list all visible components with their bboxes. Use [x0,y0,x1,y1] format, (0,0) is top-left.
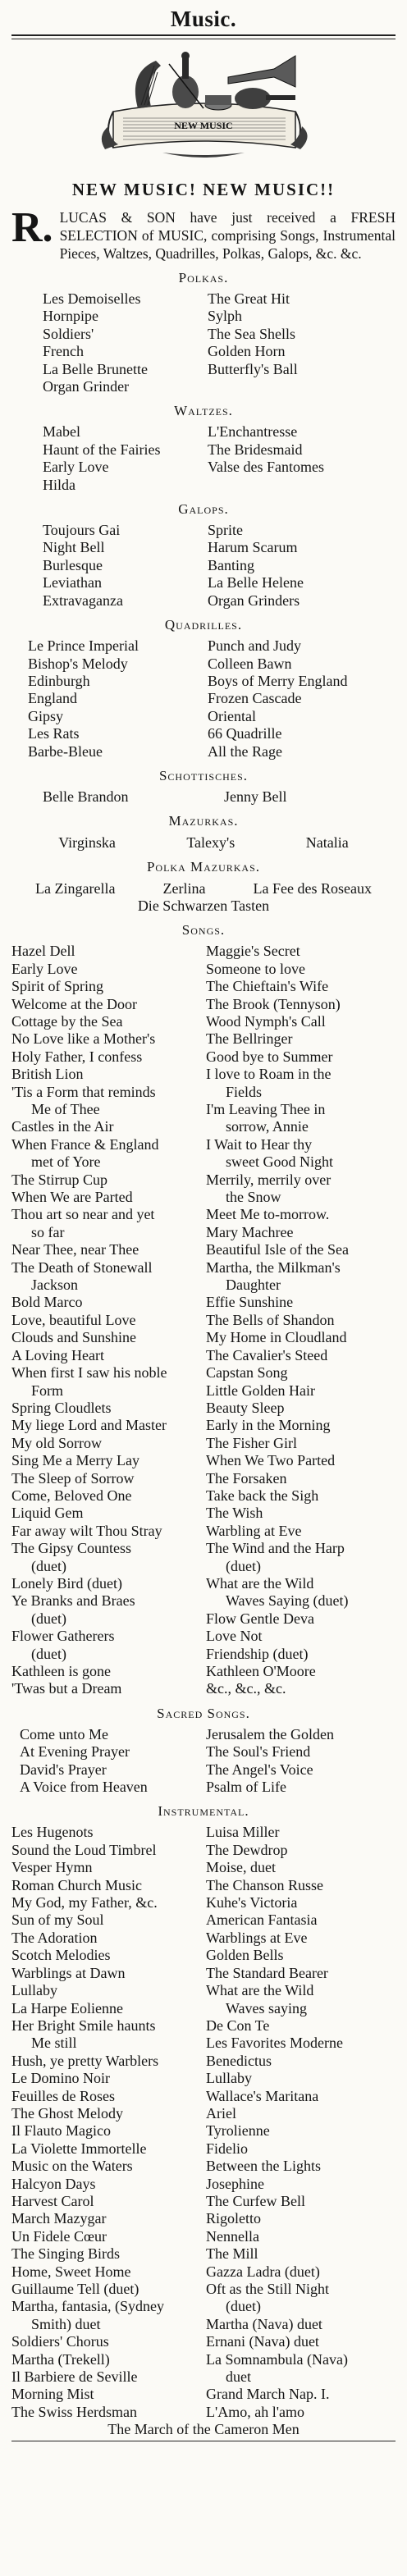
list-item: Harvest Carol [11,2192,94,2209]
list-item-continuation: duet [226,2368,251,2386]
list-item: Take back the Sigh [206,1487,319,1504]
list-item: La Violette Immortelle [11,2140,147,2157]
list-item: Castles in the Air [11,1118,114,1135]
polkas-right-column [208,290,396,395]
list-item: Golden Bells [206,1947,284,1964]
list-item: Jerusalem the Golden [206,1725,334,1742]
list-item: Le Domino Noir [11,2070,110,2087]
list-item: The Fisher Girl [206,1434,297,1451]
list-item: Hornpipe [43,308,98,325]
list-item: Ye Branks and Braes [11,1592,135,1610]
list-item: Martha, fantasia, (Sydney [11,2298,164,2315]
list-item: Holy Father, I confess [11,1048,143,1065]
list-item: Flow Gentle Deva [206,1610,314,1627]
mazurkas-list [23,834,384,852]
list-item: Flower Gatherers [11,1628,115,1645]
list-item: Liquid Gem [11,1505,84,1522]
list-item: Home, Sweet Home [11,2263,131,2280]
list-item: Soldiers' [43,325,94,342]
list-item: The Angel's Voice [206,1761,313,1778]
list-item: &c., &c., &c. [206,1680,286,1697]
list-item: March Mazygar [11,2210,107,2227]
galops-left-column [11,522,199,610]
list-item: I Wait to Hear thy [206,1135,313,1153]
list-item: Grand March Nap. I. [206,2386,330,2403]
list-item-continuation: Me of Thee [31,1101,100,1117]
list-item: Oft as the Still Night [206,2281,329,2297]
list-item: Harum Scarum [208,539,298,556]
list-item: Near Thee, near Thee [11,1241,139,1258]
list-item: Edinburgh [28,672,90,689]
list-item: Love, beautiful Love [11,1311,136,1328]
list-item: When first I saw his noble [11,1364,167,1382]
list-item: Organ Grinders [208,591,300,609]
list-item: A Voice from Heaven [20,1779,148,1796]
list-item: Soldiers' Chorus [11,2333,109,2350]
list-item: L'Enchantresse [208,423,298,441]
list-item: My old Sorrow [11,1434,103,1451]
list-item: Sun of my Soul [11,1911,104,1929]
footer-item: The March of the Cameron Men [107,2421,300,2438]
list-item: Kuhe's Victoria [206,1894,298,1911]
list-item: Kathleen is gone [11,1663,111,1679]
section-title-polka-mazurkas: Polka Mazurkas. [146,859,261,875]
list-item: The Death of Stonewall [11,1258,153,1276]
list-item: Love Not [206,1628,263,1645]
list-item: Warblings at Dawn [11,1964,126,1981]
list-item: Lullaby [206,2070,252,2087]
svg-text:NEW MUSIC: NEW MUSIC [174,120,233,131]
list-item: The Sea Shells [208,325,295,342]
list-item: The Stirrup Cup [11,1171,107,1188]
list-item: Music on the Waters [11,2158,133,2175]
list-item: American Fantasia [206,1911,318,1929]
list-item-continuation: (duet) [31,1610,66,1627]
list-item-continuation: Jackson [31,1277,78,1294]
list-item: England [28,690,77,707]
list-item: Butterfly's Ball [208,360,298,377]
list-item: Fidelio [206,2140,249,2157]
list-item: La Somnambula (Nava) [206,2350,348,2368]
galops-list [11,522,396,610]
list-item: The Great Hit [208,290,290,307]
list-item: Jenny Bell [224,788,287,805]
list-item: Haunt of the Fairies [43,441,161,458]
list-item: Come unto Me [20,1725,108,1742]
list-item: Nennella [206,2227,259,2245]
list-item: L'Amo, ah l'amo [206,2403,304,2420]
title-rule [11,34,396,39]
list-item: Far away wilt Thou Stray [11,1522,162,1539]
list-item: Maggie's Secret [206,943,300,960]
list-item: The Chanson Russe [206,1876,323,1893]
list-item: The Standard Bearer [206,1964,328,1981]
list-item-continuation: sorrow, Annie [226,1118,309,1135]
sacred-songs-list [11,1726,396,1797]
list-item: Hazel Dell [11,943,75,960]
list-item: Morning Mist [11,2386,94,2403]
list-item: No Love like a Mother's [11,1030,156,1048]
list-item: The Gipsy Countess [11,1540,131,1557]
page-title: Music. [170,7,237,31]
list-item-continuation: Waves saying [226,1999,308,2016]
list-item: 'Twas but a Dream [11,1680,122,1697]
list-item-continuation: (duet) [226,2298,261,2315]
list-item: Martha, the Milkman's [206,1258,341,1276]
list-item: Night Bell [43,539,105,556]
list-item: The Wish [206,1505,263,1522]
list-item: Sound the Loud Timbrel [11,1841,157,1858]
list-item: Her Bright Smile haunts [11,2016,156,2034]
instrumental-list [11,1824,396,2421]
section-title-waltzes: Waltzes. [174,403,233,419]
list-item-continuation: Daughter [226,1277,281,1294]
list-item: Halcyon Days [11,2175,96,2192]
list-item: British Lion [11,1066,84,1083]
waltzes-left-column [11,423,199,494]
list-item: The Ghost Melody [11,2104,123,2122]
list-item: Beautiful Isle of the Sea [206,1241,349,1258]
list-item: Banting [208,556,254,573]
list-item: French [43,343,84,360]
list-item: Wood Nymph's Call [206,1012,326,1030]
list-item: Colleen Bawn [208,655,292,672]
music-instruments-icon [80,48,327,171]
list-item: Sylph [208,308,243,325]
list-item: Friendship (duet) [206,1645,309,1662]
sacred-left-column [11,1726,201,1797]
list-item: The Sleep of Sorrow [11,1469,135,1487]
headline: NEW MUSIC! NEW MUSIC!! [71,180,336,199]
polka-mazurka-item: Die Schwarzen Tasten [137,897,270,915]
list-item: Martha (Nava) duet [206,2315,322,2332]
list-item: David's Prayer [20,1761,107,1778]
list-item: The Bellringer [206,1030,293,1048]
polkas-list [11,290,396,395]
waltzes-right-column [208,423,396,494]
mazurka-item: Virginska [58,834,116,852]
list-item: Frozen Cascade [208,690,302,707]
list-item: Warblings at Eve [206,1929,308,1946]
section-title-sacred-songs: Sacred Songs. [157,1705,250,1721]
list-item: Le Prince Imperial [28,637,139,655]
list-item: What are the Wild [206,1982,314,1999]
list-item: Ariel [206,2104,236,2122]
list-item: Benedictus [206,2052,272,2069]
drop-cap: R. [11,204,53,251]
list-item: My liege Lord and Master [11,1417,167,1434]
list-item: Good bye to Summer [206,1048,333,1065]
list-item: When We Two Parted [206,1452,336,1469]
list-item: Meet Me to-morrow. [206,1206,330,1223]
list-item: Il Barbiere de Seville [11,2368,138,2386]
list-item: The Curfew Bell [206,2192,305,2209]
instrumental-right-column [206,1824,396,2421]
list-item-continuation: Fields [226,1083,263,1100]
list-item: Kathleen O'Moore [206,1663,316,1679]
list-item: The Wind and the Harp [206,1540,345,1557]
list-item: Little Golden Hair [206,1382,315,1399]
list-item: Gipsy [28,707,64,724]
list-item: Hilda [43,476,75,493]
songs-left-column [11,943,201,1697]
list-item: The Soul's Friend [206,1743,311,1761]
intro-paragraph [11,204,396,263]
list-item: The Singing Birds [11,2245,121,2263]
list-item-continuation: met of Yore [31,1153,101,1171]
list-item: Barbe-Bleue [28,742,103,760]
list-item-continuation: sweet Good Night [226,1153,333,1171]
list-item: Hush, ye pretty Warblers [11,2052,159,2069]
list-item: Valse des Fantomes [208,459,324,476]
list-item: When We are Parted [11,1189,133,1206]
list-item: I love to Roam in the [206,1066,332,1083]
list-item: Spirit of Spring [11,978,104,995]
quadrilles-left-column [11,637,199,760]
list-item: Warbling at Eve [206,1522,302,1539]
list-item: The Mill [206,2245,258,2263]
list-item: The Brook (Tennyson) [206,995,341,1012]
list-item: Merrily, merrily over [206,1171,332,1188]
list-item: Cottage by the Sea [11,1012,123,1030]
list-item: Early Love [11,960,78,977]
list-item-continuation: Form [31,1382,64,1399]
section-title-mazurkas: Mazurkas. [168,813,239,829]
list-item: Early in the Morning [206,1417,331,1434]
list-item-continuation: so far [31,1223,65,1240]
list-item: The Dewdrop [206,1841,288,1858]
list-item: Feuilles de Roses [11,2087,115,2104]
list-item: 66 Quadrille [208,725,282,742]
section-title-galops: Galops. [178,501,229,518]
intro-text: LUCAS & SON have just received a FRESH SELECTION of MUSIC, comprising Songs, Instrumental Pieces, Waltzes, Quadrilles, Polkas, Galops, &c. &c. [59,209,396,262]
galops-right-column [208,522,396,610]
list-item: At Evening Prayer [20,1743,130,1761]
list-item: The Bells of Shandon [206,1311,335,1328]
list-item: Clouds and Sunshine [11,1329,137,1346]
list-item-continuation: (duet) [31,1557,66,1574]
section-title-instrumental: Instrumental. [158,1803,249,1820]
section-title-quadrilles: Quadrilles. [164,617,243,633]
list-item: The Swiss Herdsman [11,2403,137,2420]
list-item: Between the Lights [206,2158,321,2175]
list-item: Someone to love [206,960,305,977]
list-item: De Con Te [206,2016,270,2034]
list-item: Wallace's Maritana [206,2087,319,2104]
list-item: Thou art so near and yet [11,1206,155,1223]
list-item: Les Hugenots [11,1824,94,1841]
polka-mazurka-item: La Zingarella [35,880,116,897]
list-item: What are the Wild [206,1574,314,1592]
list-item-continuation: (duet) [31,1645,66,1662]
list-item: I'm Leaving Thee in [206,1101,326,1117]
list-item: Spring Cloudlets [11,1399,112,1416]
list-item: Lullaby [11,1982,57,1999]
list-item: Bishop's Melody [28,655,128,672]
list-item: Moise, duet [206,1859,276,1876]
list-item: Gazza Ladra (duet) [206,2263,320,2280]
list-item: Josephine [206,2175,264,2192]
sacred-right-column [206,1726,396,1797]
list-item: Lonely Bird (duet) [11,1574,122,1592]
list-item-continuation: the Snow [226,1189,281,1206]
list-item: La Belle Brunette [43,360,148,377]
list-item-continuation: (duet) [226,1557,261,1574]
list-item-continuation: Waves Saying (duet) [226,1592,349,1610]
list-item: Roman Church Music [11,1876,142,1893]
list-item: Un Fidele Cœur [11,2227,107,2245]
list-item: 'Tis a Form that reminds [11,1083,156,1100]
music-illustration [80,48,327,171]
list-item-continuation: Smith) duet [31,2315,101,2332]
list-item: Golden Horn [208,343,286,360]
polka-mazurka-item: Zerlina [162,880,206,897]
list-item: All the Rage [208,742,282,760]
songs-right-column [206,943,396,1697]
list-item: My Home in Cloudland [206,1329,347,1346]
list-item: Boys of Merry England [208,672,348,689]
polka-mazurka-item: La Fee des Roseaux [253,880,372,897]
list-item: Extravaganza [43,591,123,609]
list-item: The Chieftain's Wife [206,978,329,995]
list-item: Il Flauto Magico [11,2122,111,2140]
schottisches-left-column [11,788,199,806]
list-item-continuation: Me still [31,2035,77,2052]
songs-list [11,943,396,1697]
list-item: Les Demoiselles [43,290,141,307]
quadrilles-right-column [208,637,396,760]
list-item: Organ Grinder [43,378,130,395]
list-item: Beauty Sleep [206,1399,285,1416]
list-item: Guillaume Tell (duet) [11,2281,139,2297]
list-item: Les Favorites Moderne [206,2035,343,2052]
list-item: Effie Sunshine [206,1294,294,1311]
list-item: Martha (Trekell) [11,2350,110,2368]
polka-mazurkas-list [11,879,396,897]
list-item: The Cavalier's Steed [206,1346,328,1363]
polkas-left-column [11,290,199,395]
waltzes-list [11,423,396,494]
list-item: Burlesque [43,556,103,573]
list-item: Punch and Judy [208,637,301,655]
list-item: Mabel [43,423,80,441]
list-item: Tyrolienne [206,2122,270,2140]
list-item: Sing Me a Merry Lay [11,1452,139,1469]
list-item: Luisa Miller [206,1824,280,1841]
mazurka-item: Talexy's [186,834,236,852]
schottisches-right-column [208,788,396,806]
list-item: Vesper Hymn [11,1859,93,1876]
list-item: Mary Machree [206,1223,294,1240]
mazurka-item: Natalia [305,834,349,852]
quadrilles-list [11,637,396,760]
list-item: Capstan Song [206,1364,288,1382]
list-item: La Belle Helene [208,574,304,591]
list-item: Sprite [208,522,243,539]
list-item: Belle Brandon [43,788,129,805]
list-item: The Bridesmaid [208,441,303,458]
list-item: Welcome at the Door [11,995,137,1012]
list-item: Ernani (Nava) duet [206,2333,319,2350]
list-item: Come, Beloved One [11,1487,132,1504]
list-item: Oriental [208,707,256,724]
list-item: The Adoration [11,1929,98,1946]
schottisches-list [11,788,396,806]
list-item: When France & England [11,1135,159,1153]
list-item: Psalm of Life [206,1779,286,1796]
instrumental-left-column [11,1824,201,2421]
list-item: Early Love [43,459,109,476]
section-title-songs: Songs. [181,922,226,939]
section-title-schottisches: Schottisches. [158,767,249,783]
list-item: The Forsaken [206,1469,287,1487]
list-item: Leviathan [43,574,102,591]
list-item: My God, my Father, &c. [11,1894,158,1911]
list-item: A Loving Heart [11,1346,104,1363]
list-item: Rigoletto [206,2210,261,2227]
section-title-polkas: Polkas. [178,270,229,285]
list-item: Bold Marco [11,1294,83,1311]
list-item: Toujours Gai [43,522,121,539]
list-item: Les Rats [28,725,80,742]
list-item: Scotch Melodies [11,1947,111,1964]
list-item: La Harpe Eolienne [11,1999,123,2016]
